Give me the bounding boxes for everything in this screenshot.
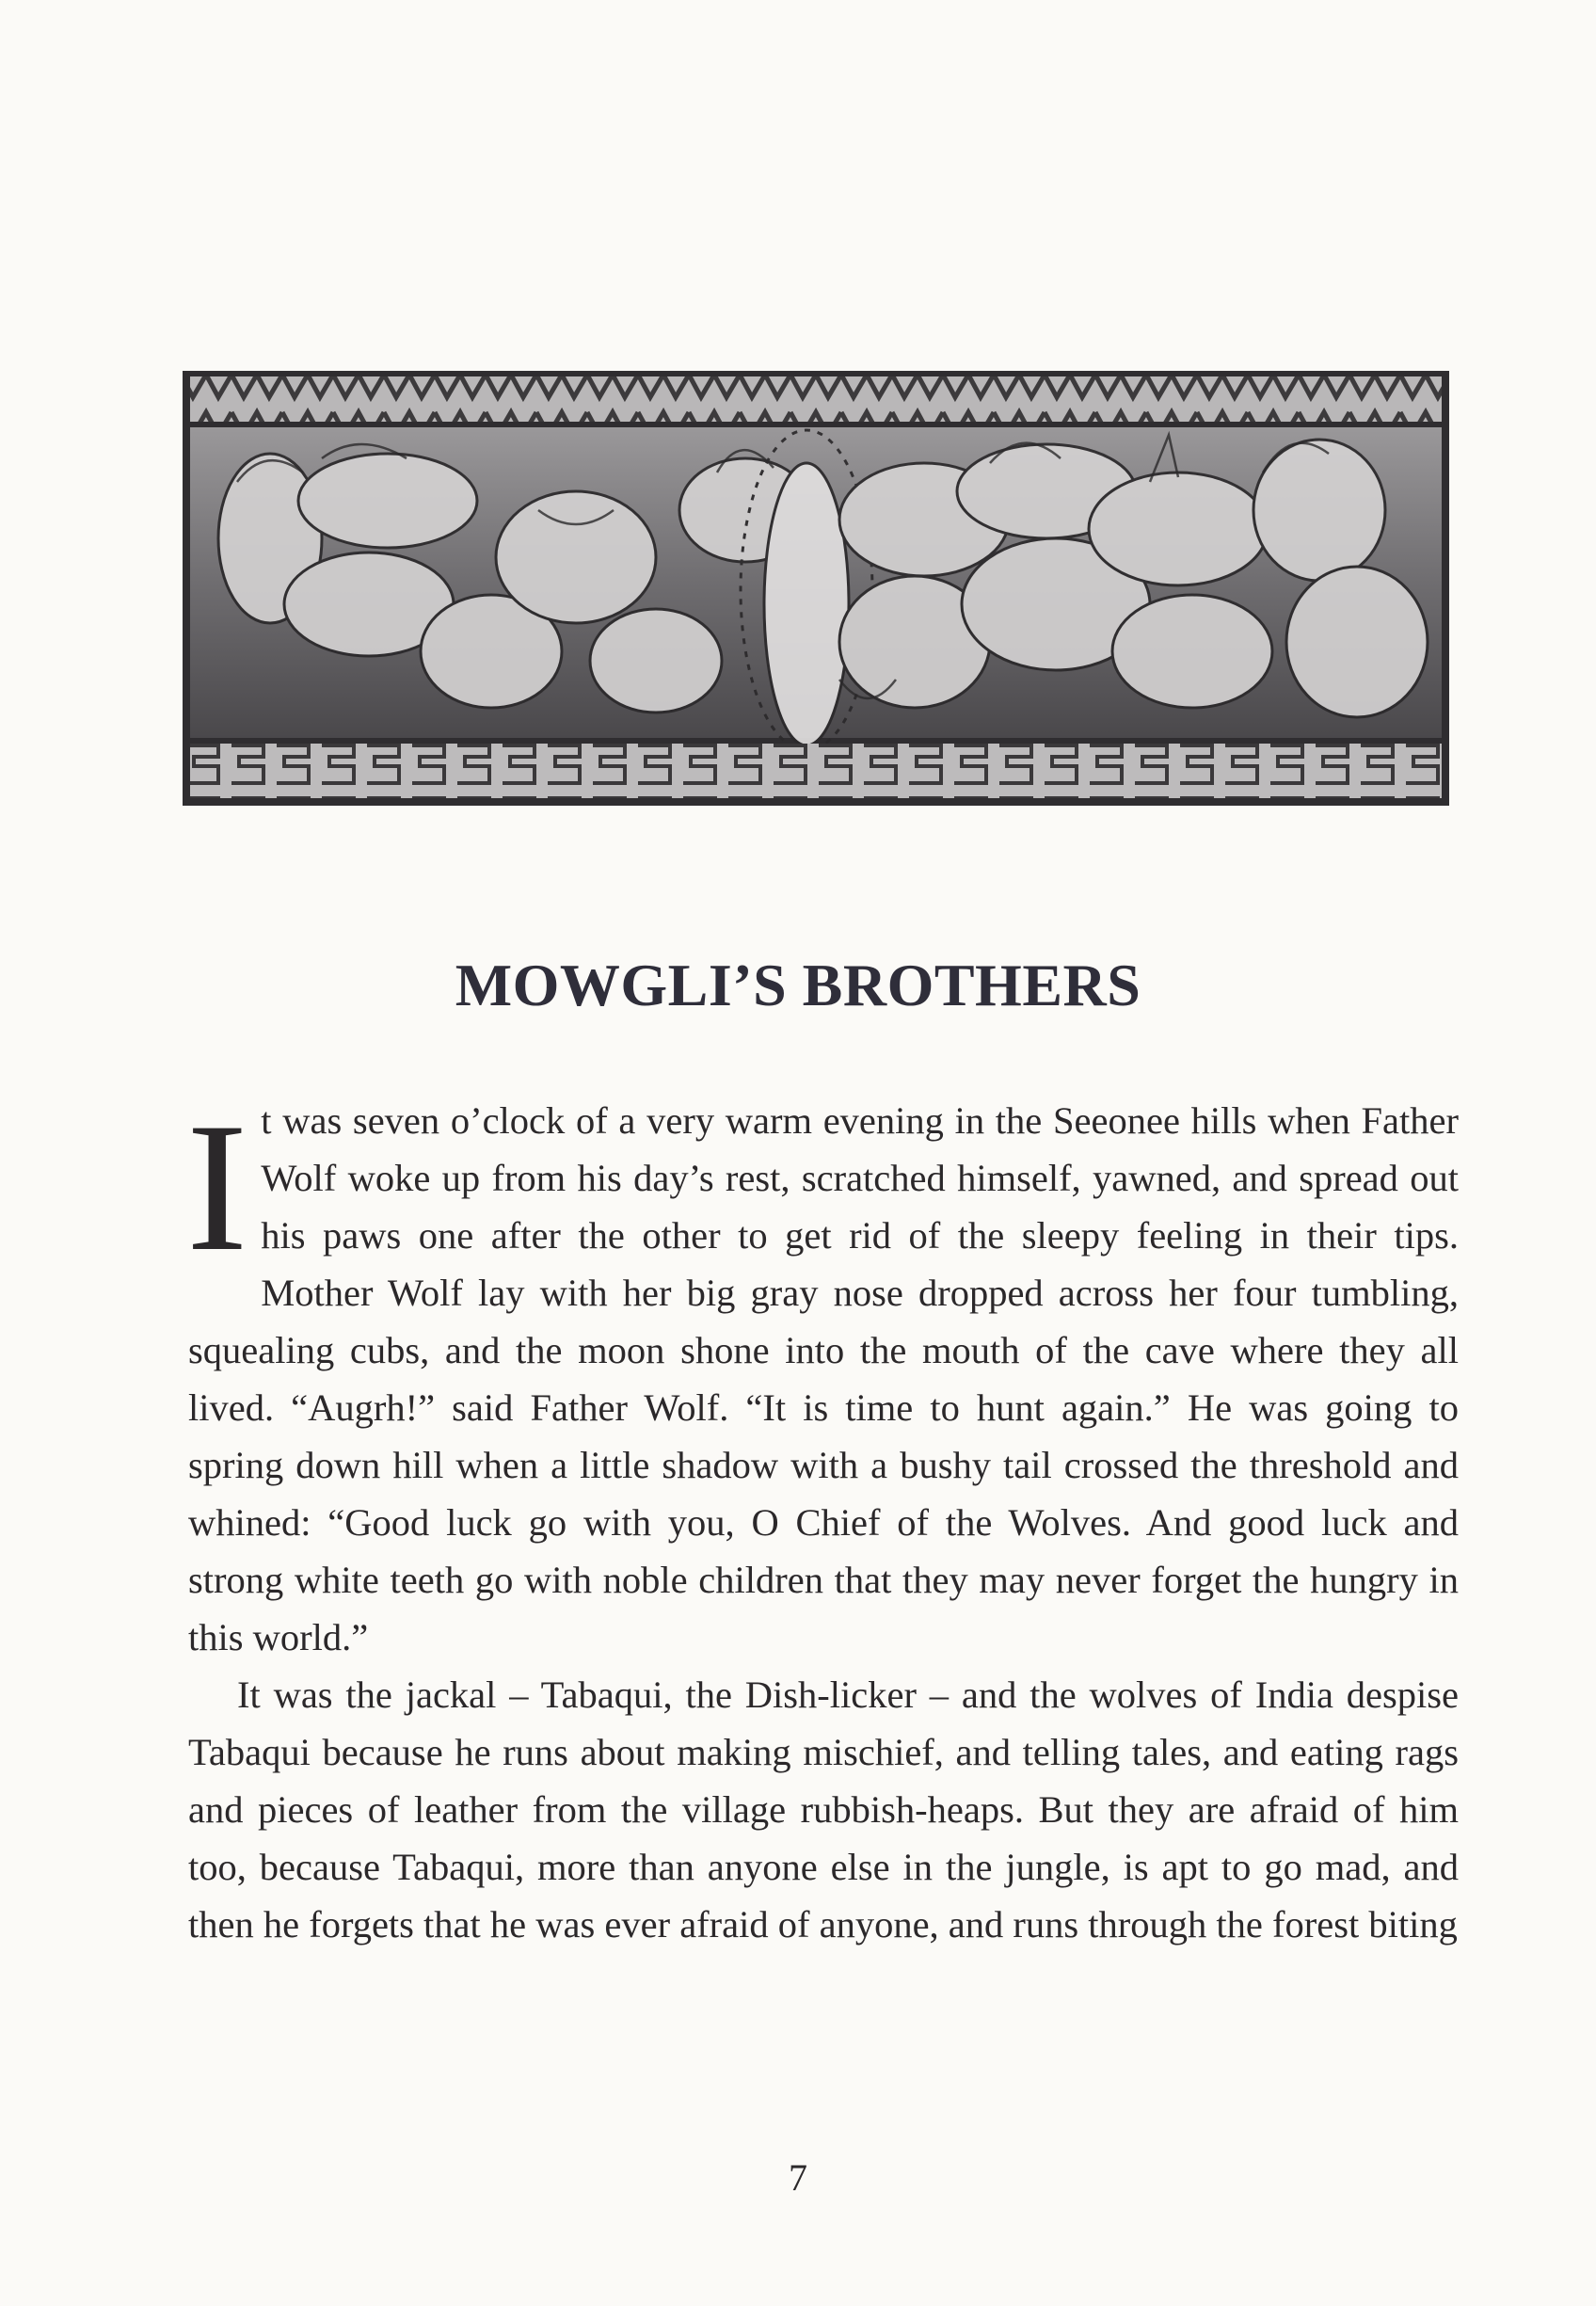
paragraph-2: It was the jackal – Tabaqui, the Dish-licker – and the wolves of India despise Tabaqui because he runs about making mischief, and telling tales, and eating rags and pieces of leather from the village rubbish-heaps. But they are afraid of him too, because Tabaqui, more than anyone else in the jungle, is apt to go mad, and then he forgets that he was ever afraid of anyone, and runs through the forest biting bbox=[188, 1673, 1459, 1946]
chapter-illustration bbox=[181, 369, 1451, 808]
body-text bbox=[186, 1085, 1459, 1953]
page-number: 7 bbox=[789, 2156, 807, 2199]
paragraph-1-text: t was seven o’clock of a very warm evening in the Seeonee hills when Father Wolf woke up from his day’s rest, scratched himself, yawned, and spread out his paws one after the other to get rid of the sleepy feeling in their tips. Mother Wolf lay with her big gray nose dropped across her four tumbling, squealing cubs, and the moon shone into the mouth of the cave where they all lived. “Augrh!” said Father Wolf. “It is time to hunt again.” He was going to spring down hill when a little shadow with a bushy tail crossed the threshold and whined: “Good luck go with you, O Chief of the Wolves. And good luck and strong white teeth go with noble children that they may never forget the hungry in this world.” bbox=[188, 1099, 1459, 1658]
chapter-title: MOWGLI’S BROTHERS bbox=[455, 952, 1141, 1018]
carved-frieze-image bbox=[181, 369, 1451, 808]
paragraph-1 bbox=[186, 1085, 1459, 1666]
drop-cap: I bbox=[186, 1085, 248, 1289]
